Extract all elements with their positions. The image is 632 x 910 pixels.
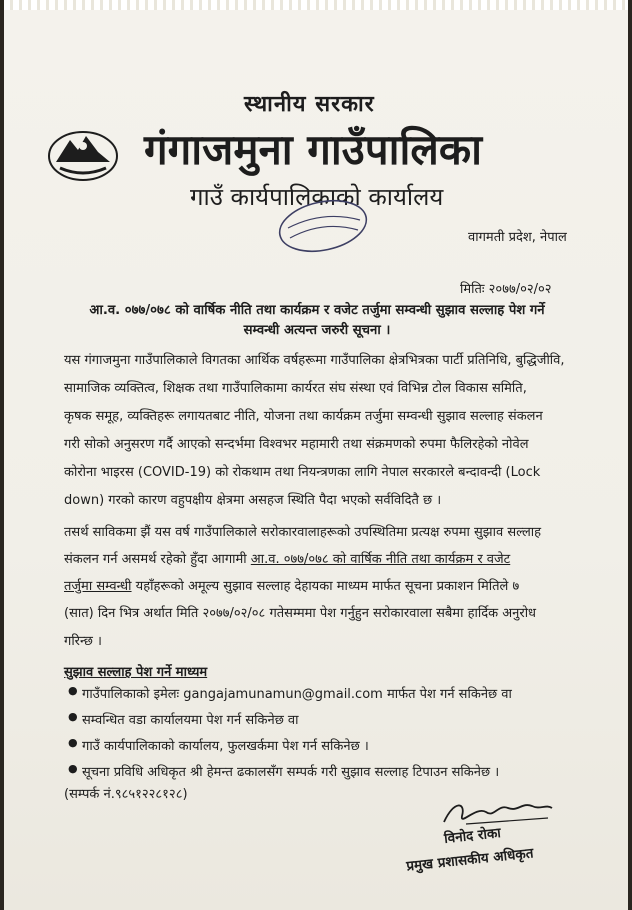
list-item: ● गाउँ कार्यपालिकाको कार्यालय, फुलखर्कमा पेश गर्न सकिनेछ । [82, 736, 369, 754]
signatory-title: प्रमुख प्रशासकीय अधिकृत [405, 845, 535, 875]
body-line: तसर्थ साविकमा झैं यस वर्ष गाउँपालिकाले सरोकारवालाहरूको उपस्थितिमा प्रत्यक्ष रुपमा सुझाव सल्लाह [64, 525, 542, 540]
province-label: वागमती प्रदेश, नेपाल [468, 230, 567, 245]
list-item: ● गाउँपालिकाको इमेलः gangajamunamun@gmail.com मार्फत पेश गर्न सकिनेछ वा [82, 684, 512, 702]
list-item: ● सूचना प्रविधि अधिकृत श्री हेमन्त ढकालसँग सम्पर्क गरी सुझाव सल्लाह टिपाउन सकिनेछ । [82, 762, 499, 780]
notice-title-line-1: आ.व. ०७७/०७८ को वार्षिक नीति तथा कार्यक्रम र वजेट तर्जुमा सम्वन्धी सुझाव सल्लाह पेश गर्ने [89, 303, 545, 318]
body-line: (सात) दिन भित्र अर्थात मिति २०७७/०२/०८ गतेसम्ममा पेश गर्नुहुन सरोकारवाला सबैमा हार्दिक अनुरोध [64, 606, 537, 621]
contact-number: (सम्पर्क नं.९८५१२२८१२८) [64, 787, 188, 802]
body-line: संकलन गर्न असमर्थ रहेको हुँदा आगामी आ.व. ०७७/०७८ को वार्षिक नीति तथा कार्यक्रम र वजेट [64, 552, 511, 567]
body-line: कोरोना भाइरस (COVID-19) को रोकथाम तथा नियन्त्रणका लागि नेपाल सरकारले बन्दावन्दी (Lock [64, 465, 541, 480]
body-line: down) गरको कारण वहुपक्षीय क्षेत्रमा असहज स्थिति पैदा भएको सर्वविदितै छ । [64, 493, 442, 508]
office-name: गाउँ कार्यपालिकाको कार्यालय [190, 183, 444, 211]
body-line: कृषक समूह, व्यक्तिहरू लगायतबाट नीति, योजना तथा कार्यक्रम तर्जुमा सम्वन्धी सुझाव सल्लाह संकलन [64, 409, 543, 424]
list-item: ● सम्वन्धित वडा कार्यालयमा पेश गर्न सकिनेछ वा [82, 710, 299, 728]
municipality-name: गंगाजमुना गाउँपालिका [144, 125, 483, 174]
submission-methods-heading: सुझाव सल्लाह पेश गर्ने माध्यम [64, 665, 208, 680]
body-line: सामाजिक व्यक्तित्व, शिक्षक तथा गाउँपालिकामा कार्यरत संघ संस्था एवं विभिन्न टोल विकास समिति, [64, 381, 527, 396]
body-line: यस गंगाजमुना गाउँपालिकाले विगतका आर्थिक वर्षहरूमा गाउँपालिका क्षेत्रभित्रका पार्टी प्रतिनिधि, बुद्धिजीवि, [64, 353, 565, 368]
notice-document [4, 0, 628, 910]
office-stamp [276, 198, 370, 254]
notice-title-line-2: सम्वन्धी अत्यन्त जरुरी सूचना । [243, 323, 391, 338]
notice-date: मितिः २०७७/०२/०२ [460, 282, 552, 297]
body-line: गरिन्छ । [64, 634, 102, 649]
paper-edge [4, 0, 628, 10]
highlighted-phrase: तर्जुमा सम्वन्धी [64, 579, 132, 594]
nepal-emblem-icon [40, 122, 126, 186]
body-line: तर्जुमा सम्वन्धी यहाँहरूको अमूल्य सुझाव सल्लाह देहायका माध्यम मार्फत सूचना प्रकाशन मितिले ७ [64, 579, 520, 594]
government-level-heading: स्थानीय सरकार [244, 92, 375, 117]
body-line: गरी सोको अनुसरण गर्दै आएको सन्दर्भमा विश्वभर महामारी तथा संक्रमणको रुपमा फैलिरहेको नोवेल [64, 437, 529, 452]
signatory-name: विनोद रोका [443, 825, 502, 847]
highlighted-phrase: आ.व. ०७७/०७८ को वार्षिक नीति तथा कार्यक्रम र वजेट [250, 552, 511, 567]
